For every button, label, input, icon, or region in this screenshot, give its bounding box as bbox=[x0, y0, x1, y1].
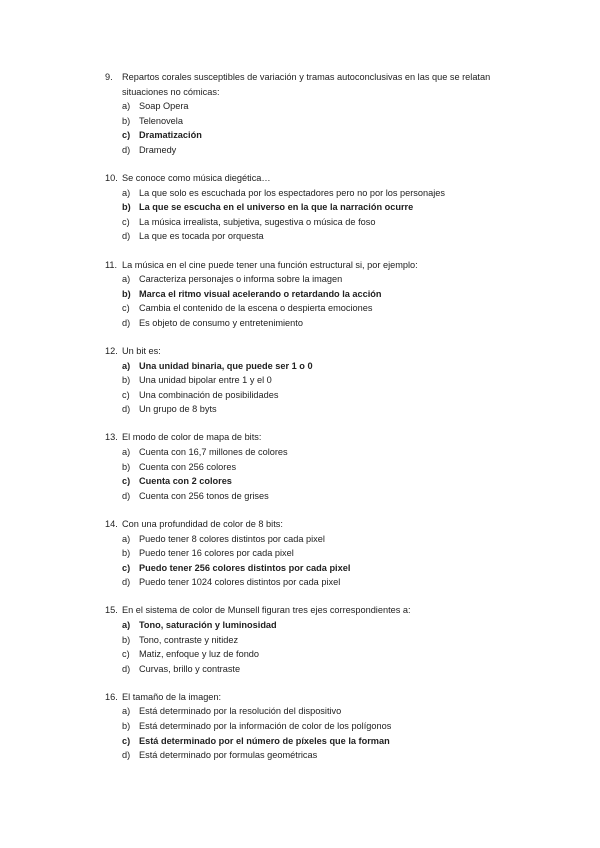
answer-option bbox=[105, 316, 505, 331]
question-text: Se conoce como música diegética… bbox=[122, 173, 271, 184]
option-letter: d) bbox=[122, 144, 131, 155]
question-number: 11. bbox=[105, 259, 118, 270]
question-header bbox=[105, 517, 505, 532]
option-text: La que solo es escuchada por los espectadores pero no por los personajes bbox=[139, 187, 445, 198]
option-letter: b) bbox=[122, 115, 131, 126]
answer-option bbox=[105, 359, 505, 374]
question-text: El tamaño de la imagen: bbox=[122, 691, 222, 702]
option-text: Caracteriza personajes o informa sobre la imagen bbox=[139, 274, 343, 285]
question-header bbox=[105, 690, 505, 705]
option-text: Está determinado por la resolución del dispositivo bbox=[139, 706, 342, 717]
answer-option bbox=[105, 99, 505, 114]
option-letter: d) bbox=[122, 750, 131, 761]
answer-option bbox=[105, 388, 505, 403]
question-header bbox=[105, 70, 505, 99]
option-text: Tono, saturación y luminosidad bbox=[139, 620, 277, 630]
option-letter: a) bbox=[122, 620, 131, 630]
answer-option bbox=[105, 575, 505, 590]
answer-option bbox=[105, 186, 505, 201]
option-letter: c) bbox=[122, 130, 131, 141]
answer-option bbox=[105, 114, 505, 129]
question bbox=[105, 517, 505, 590]
option-list bbox=[105, 704, 505, 762]
option-letter: b) bbox=[122, 288, 131, 299]
question-text: En el sistema de color de Munsell figuran tres ejes correspondientes a: bbox=[122, 605, 411, 616]
question-text: La música en el cine puede tener una función estructural si, por ejemplo: bbox=[122, 259, 418, 270]
option-letter: b) bbox=[122, 634, 131, 645]
question bbox=[105, 171, 505, 244]
option-text: Telenovela bbox=[139, 115, 183, 126]
question-number: 16. bbox=[105, 691, 118, 702]
option-text: Dramatización bbox=[139, 130, 202, 141]
answer-option bbox=[105, 143, 505, 158]
answer-option bbox=[105, 301, 505, 316]
answer-option bbox=[105, 546, 505, 561]
question-number: 9. bbox=[105, 72, 113, 82]
option-text: Está determinado por formulas geométricas bbox=[139, 750, 318, 761]
answer-option bbox=[105, 662, 505, 677]
answer-option bbox=[105, 272, 505, 287]
option-letter: c) bbox=[122, 649, 130, 660]
option-letter: c) bbox=[122, 389, 130, 400]
question-text: El modo de color de mapa de bits: bbox=[122, 432, 262, 443]
option-letter: a) bbox=[122, 706, 131, 717]
option-letter: a) bbox=[122, 101, 131, 112]
answer-option bbox=[105, 474, 505, 489]
option-letter: a) bbox=[122, 187, 131, 198]
option-letter: a) bbox=[122, 274, 131, 285]
question-number: 15. bbox=[105, 605, 118, 616]
option-letter: d) bbox=[122, 231, 131, 242]
option-text: Una unidad binaria, que puede ser 1 o 0 bbox=[139, 360, 313, 371]
option-letter: d) bbox=[122, 404, 131, 415]
option-text: Puedo tener 256 colores distintos por cada pixel bbox=[139, 562, 351, 573]
option-text: Tono, contraste y nitidez bbox=[139, 634, 239, 645]
question-header bbox=[105, 258, 505, 273]
option-list bbox=[105, 186, 505, 244]
option-text: Marca el ritmo visual acelerando o retardando la acción bbox=[139, 288, 382, 299]
answer-option bbox=[105, 704, 505, 719]
question bbox=[105, 603, 505, 676]
option-text: Puedo tener 16 colores por cada pixel bbox=[139, 548, 294, 559]
option-text: Cuenta con 256 colores bbox=[139, 461, 237, 472]
option-letter: a) bbox=[122, 533, 131, 544]
question bbox=[105, 690, 505, 763]
option-text: Es objeto de consumo y entretenimiento bbox=[139, 317, 303, 328]
question-header bbox=[105, 344, 505, 359]
answer-option bbox=[105, 128, 505, 143]
option-text: Está determinado por el número de píxeles que la forman bbox=[139, 735, 390, 746]
option-letter: c) bbox=[122, 216, 130, 227]
option-text: Cuenta con 2 colores bbox=[139, 476, 232, 487]
option-text: Un grupo de 8 byts bbox=[139, 404, 217, 415]
question-header bbox=[105, 603, 505, 618]
question-text: Un bit es: bbox=[122, 346, 161, 356]
option-letter: b) bbox=[122, 461, 131, 472]
option-list bbox=[105, 532, 505, 590]
option-letter: c) bbox=[122, 476, 131, 487]
answer-option bbox=[105, 373, 505, 388]
answer-option bbox=[105, 402, 505, 417]
option-letter: a) bbox=[122, 447, 131, 458]
question-number: 14. bbox=[105, 518, 118, 529]
option-letter: b) bbox=[122, 721, 131, 732]
option-text: Una combinación de posibilidades bbox=[139, 389, 279, 400]
answer-option bbox=[105, 734, 505, 749]
question-text: Repartos corales susceptibles de variación y tramas autoconclusivas en las que se relatan situaciones no cómicas: bbox=[122, 72, 491, 97]
option-text: La que se escucha en el universo en la que la narración ocurre bbox=[139, 202, 414, 213]
option-letter: a) bbox=[122, 360, 131, 371]
option-letter: b) bbox=[122, 375, 131, 386]
question bbox=[105, 344, 505, 417]
option-text: Una unidad bipolar entre 1 y el 0 bbox=[139, 375, 272, 386]
option-text: La que es tocada por orquesta bbox=[139, 231, 264, 242]
answer-option bbox=[105, 748, 505, 763]
option-letter: d) bbox=[122, 490, 131, 501]
question-number: 10. bbox=[105, 173, 118, 184]
answer-option bbox=[105, 633, 505, 648]
option-letter: c) bbox=[122, 303, 130, 314]
answer-option bbox=[105, 561, 505, 576]
option-text: Cambia el contenido de la escena o despierta emociones bbox=[139, 303, 373, 314]
question bbox=[105, 258, 505, 331]
option-letter: c) bbox=[122, 735, 131, 746]
option-list bbox=[105, 99, 505, 157]
option-letter: c) bbox=[122, 562, 131, 573]
option-text: Soap Opera bbox=[139, 101, 189, 112]
option-text: Está determinado por la información de color de los polígonos bbox=[139, 721, 392, 732]
question-header bbox=[105, 430, 505, 445]
option-list bbox=[105, 445, 505, 503]
answer-option bbox=[105, 489, 505, 504]
option-letter: b) bbox=[122, 202, 131, 213]
option-text: Puedo tener 1024 colores distintos por cada pixel bbox=[139, 577, 341, 588]
option-letter: d) bbox=[122, 577, 131, 588]
answer-option bbox=[105, 532, 505, 547]
option-text: Puedo tener 8 colores distintos por cada pixel bbox=[139, 533, 325, 544]
option-text: Matiz, enfoque y luz de fondo bbox=[139, 649, 260, 660]
option-text: Dramedy bbox=[139, 144, 177, 155]
question-number: 13. bbox=[105, 432, 118, 443]
option-text: Cuenta con 256 tonos de grises bbox=[139, 490, 269, 501]
question-list bbox=[105, 70, 505, 776]
answer-option bbox=[105, 215, 505, 230]
question-text: Con una profundidad de color de 8 bits: bbox=[122, 518, 283, 529]
answer-option bbox=[105, 229, 505, 244]
option-text: Curvas, brillo y contraste bbox=[139, 663, 241, 674]
option-text: Cuenta con 16,7 millones de colores bbox=[139, 447, 288, 458]
option-list bbox=[105, 618, 505, 676]
question-number: 12. bbox=[105, 346, 118, 356]
option-letter: d) bbox=[122, 317, 131, 328]
answer-option bbox=[105, 200, 505, 215]
option-list bbox=[105, 272, 505, 330]
question bbox=[105, 430, 505, 503]
answer-option bbox=[105, 287, 505, 302]
option-list bbox=[105, 359, 505, 417]
answer-option bbox=[105, 618, 505, 633]
answer-option bbox=[105, 445, 505, 460]
answer-option bbox=[105, 647, 505, 662]
question bbox=[105, 70, 505, 158]
question-header bbox=[105, 171, 505, 186]
answer-option bbox=[105, 460, 505, 475]
option-letter: b) bbox=[122, 548, 131, 559]
option-letter: d) bbox=[122, 663, 131, 674]
option-text: La música irrealista, subjetiva, sugestiva o música de foso bbox=[139, 216, 376, 227]
answer-option bbox=[105, 719, 505, 734]
